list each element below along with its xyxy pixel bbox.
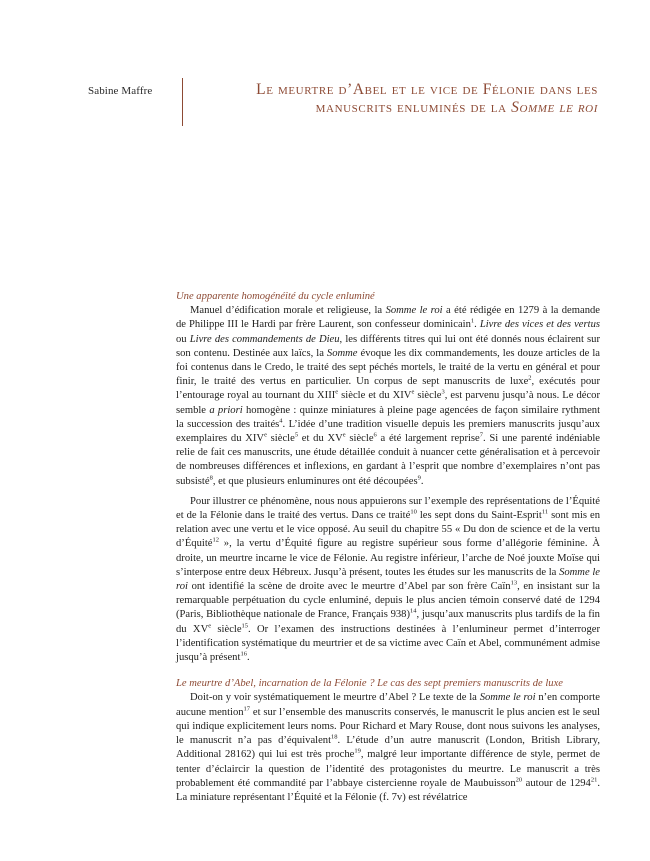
section-heading: Le meurtre d’Abel, incarnation de la Félonie ? Le cas des sept premiers manuscrits de luxe <box>176 678 563 690</box>
page-header <box>0 0 650 130</box>
body-paragraph: Pour illustrer ce phénomène, nous nous appuierons sur l’exemple des représentations de l’Équité et de la Félonie dans le traité des vertus. Dans ce traité$^{10}$ les sept dons du Saint-Esprit$^{11}$ sont mis en relation avec une vertu et le vice opposé. Au seuil du chapitre 55 « Du don de science et de la vertu d’Équité$^{12}$ », la vertu d’Équité figure au registre supérieur sous forme d’allégorie féminine. À droite, un meurtre incarne le vice de Félonie. Au registre inférieur, l’arche de Noé jouxte Moïse qui s’interpose entre deux Hébreux. Jusqu’à présent, toutes les études sur les manuscrits de la Somme le roi ont identifié la scène de droite avec le meurtre d’Abel par son frère Caïn$^{13}$, en insistant sur la remarquable perpétuation du cycle enluminé, depuis le plus ancien témoin conservé daté de 1294 (Paris, Bibliothèque nationale de France, Français 938)$^{14}$, jusqu’aux manuscrits plus tardifs de la fin du XVe siècle$^{15}$. Or l’examen des instructions destinées à l’enlumineur permet d’interroger l’identification systématique du meurtrier et de sa victime avec Caïn et Abel, communément admise jusqu’à présent$^{16}$. <box>176 495 600 664</box>
running-head-author: Sabine Maffre <box>88 85 153 97</box>
section-heading: Une apparente homogénéité du cycle enluminé <box>176 291 375 302</box>
running-head-title <box>198 81 598 117</box>
article-body <box>176 290 600 805</box>
body-paragraph: Doit-on y voir systématiquement le meurtre d’Abel ? Le texte de la Somme le roi n’en comporte aucune mention$^{17}$ et sur l’ensemble des manuscrits conservés, le manuscrit le plus ancien est le seul qui indique explicitement leurs noms. Pour Richard et Mary Rouse, dont nous suivons les analyses, le manuscrit n’a pas d’équivalent$^{18}$. L’étude d’un autre manuscrit (London, British Library, Additional 28162) qui lui est très proche$^{19}$, malgré leur importante différence de style, permet de tenter d’éclaircir la question de l’identité des protagonistes du meurtre. Le manuscrit a très probablement été commandité par l’abbaye cistercienne royale de Maubuisson$^{20}$ autour de 1294$^{21}$. La miniature représentant l’Équité et la Félonie (f. 7v) est révélatrice <box>176 692 601 803</box>
header-divider <box>182 78 183 126</box>
title-text: Le meurtre d’Abel et le vice de Félonie dans les manuscrits enluminés de la <box>256 81 598 116</box>
title-italic-text: Somme le roi <box>511 99 598 116</box>
body-paragraph: Manuel d’édification morale et religieuse, la Somme le roi a été rédigée en 1279 à la demande de Philippe III le Hardi par frère Laurent, son confesseur dominicain$^1$. Livre des vices et des vertus ou Livre des commandements de Dieu, les différents titres qui lui ont été donnés nous éclairent sur son contenu. Destinée aux laïcs, la Somme évoque les dix commandements, les douze articles de la foi contenus dans le Credo, le traité des sept péchés mortels, le traité de la vertu en général et pour finir, le traité des vertus en particulier. Un corpus de sept manuscrits de luxe$^2$, exécutés pour l’entourage royal au tournant du XIIIe siècle et du XIVe siècle$^3$, est parvenu jusqu’à nous. Le décor semble a priori homogène : quinze miniatures à pleine page agencées de façon similaire rythment la succession des traités$^4$. L’idée d’une tradition visuelle depuis les premiers manuscrits jusqu’aux exemplaires du XIVe siècle$^5$ et du XVe siècle$^6$ a été largement reprise$^7$. Si une parenté indéniable relie de fait ces manuscrits, une étude détaillée conduit à nuancer cette généralisation et à percevoir de nombreuses différences et inflexions, en gardant à l’esprit que nombre d’exemplaires n’ont pas subsisté$^8$, et que plusieurs enluminures ont été découpées$^9$. <box>176 305 601 487</box>
